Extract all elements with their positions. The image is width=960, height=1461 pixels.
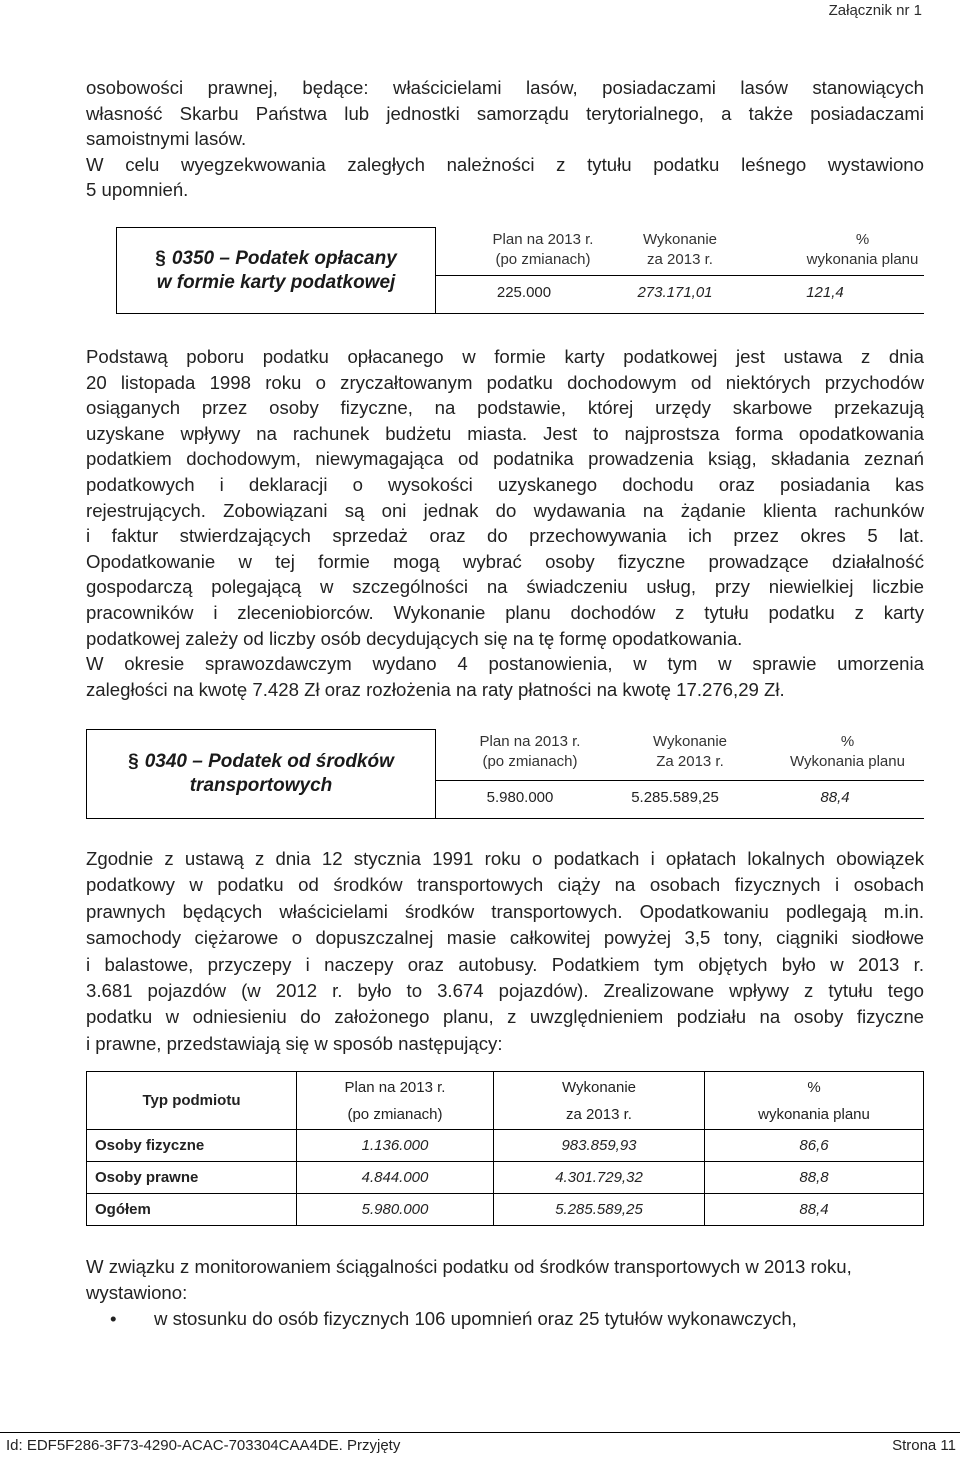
tax-0340-title-box [86, 729, 436, 819]
col-exec-line2: za 2013 r. [647, 251, 713, 268]
table-row [87, 1130, 924, 1162]
text-line: podatkiem dochodowym, niewymagająca od podatnika prowadzenia ksiąg, składania zeznań [86, 448, 924, 470]
tax-0350-title: 0350 – Podatek opłacany [171, 247, 397, 269]
text-line: gospodarczą polegającą w szczególności na świadczeniu usług, przy niewielkiej liczbie [86, 576, 924, 598]
section-icon: § [155, 247, 166, 269]
cell-exec: 4.301.729,32 [494, 1162, 705, 1194]
divider [436, 275, 924, 276]
text-line: i faktur stwierdzających sprzedaż oraz do przechowywania ich przez okres 5 lat. [86, 525, 924, 547]
bullet-text: w stosunku do osób fizycznych 106 upomnień oraz 25 tytułów wykonawczych, [154, 1308, 797, 1329]
tax-0340-col-plan [450, 732, 610, 772]
text-line: uzyskane wpływy na rachunek budżetu miasta. Jest to najprostsza forma opodatkowania [86, 422, 924, 444]
tax-0350-exec-value: 273.171,01 [637, 284, 713, 301]
text-line: 20 listopada 1998 roku o zryczałtowanym podatku dochodowym od niektórych przychodów [86, 371, 924, 393]
section-icon: § [128, 751, 139, 772]
cell-exec: 983.859,93 [494, 1130, 705, 1162]
table-row [87, 1162, 924, 1194]
text-line: i balastowe, przyczepy i naczepy oraz autobusy. Podatkiem tym objętych było w 2013 r. [86, 953, 924, 975]
header-plan [297, 1072, 494, 1130]
text-line: W okresie sprawozdawczym wydano 4 postanowienia, w tym w sprawie umorzenia [86, 653, 924, 675]
tax-0350-title-2: w formie karty podatkowej [156, 271, 396, 293]
text-line: podatku w odniesieniu do założonego planu, z uwzględnieniem podziału na osoby fizyczne [86, 1006, 924, 1028]
col-exec-line2: Za 2013 r. [656, 753, 724, 770]
text-line: samochody ciężarowe o dopuszczalnej masie całkowitej powyżej 3,5 tony, ciągniki siodłowe [86, 927, 924, 949]
tax-0350-col-plan [468, 230, 618, 270]
tax-0340-title: 0340 – Podatek od środków [144, 751, 394, 772]
header-pct-line2: wykonania planu [758, 1105, 870, 1123]
footer-divider [0, 1432, 960, 1433]
text-line: Podstawą poboru podatku opłacanego w formie karty podatkowej jest ustawa z dnia [86, 346, 924, 367]
header-exec-line1: Wykonanie [561, 1078, 637, 1096]
intro-line: własność Skarbu Państwa lub jednostki samorządu terytorialnego, a także posiadaczami [86, 102, 924, 124]
divider [436, 818, 924, 819]
tax-0340-plan-value: 5.980.000 [486, 789, 554, 806]
text-line: podatkowej zależy od liczby osób decydujących się na tę formę opodatkowania. [86, 627, 743, 649]
text-line: pracowników i zleceniobiorców. Wykonanie planu dochodów z tytułu podatku z karty [86, 601, 924, 623]
footer-page-number: Strona 11 [892, 1437, 956, 1454]
tax-0350-plan-value: 225.000 [496, 284, 552, 301]
text-line: Zgodnie z ustawą z dnia 12 stycznia 1991 roku o podatkach i opłatach lokalnych obowiązek [86, 848, 924, 869]
text-line: 3.681 pojazdów (w 2012 r. było to 3.674 pojazdów). Zrealizowane wpływy z tytułu tego [86, 980, 924, 1002]
cell-pct: 88,8 [705, 1162, 924, 1194]
header-pct-line1: % [807, 1078, 821, 1096]
text-line: wystawiono: [86, 1282, 188, 1303]
col-exec-line1: Wykonanie [652, 733, 728, 750]
text-line: zaległości na kwotę 7.428 Zł oraz rozłożenia na raty płatności na kwotę 17.276,29 Zł. [86, 678, 785, 700]
divider [436, 780, 924, 781]
header-type: Typ podmiotu [87, 1072, 297, 1130]
intro-line: 5 upomnień. [86, 179, 189, 201]
col-plan-line2: (po zmianach) [495, 251, 591, 268]
header-plan-line1: Plan na 2013 r. [344, 1078, 446, 1096]
cell-type: Ogółem [87, 1194, 297, 1226]
cell-plan: 5.980.000 [297, 1194, 494, 1226]
tax-0340-exec-value: 5.285.589,25 [631, 789, 719, 806]
col-plan-line2: (po zmianach) [482, 753, 578, 770]
text-line: podatkowy w podatku od środków transportowych ciąży na osobach fizycznych i osobach [86, 874, 924, 896]
cell-type: Osoby prawne [87, 1162, 297, 1194]
tax-0340-pct-value: 88,4 [820, 789, 850, 806]
bullet-icon: • [110, 1308, 117, 1329]
karta-paragraph [86, 344, 924, 702]
header-exec-line2: za 2013 r. [566, 1105, 632, 1123]
footer-document-id: Id: EDF5F286-3F73-4290-ACAC-703304CAA4DE. Przyjęty [6, 1437, 401, 1454]
col-plan-line1: Plan na 2013 r. [479, 733, 581, 750]
intro-line: samoistnymi lasów. [86, 128, 247, 150]
monitor-paragraph [86, 1254, 924, 1306]
text-line: i prawne, przedstawiają się w sposób następujący: [86, 1032, 503, 1054]
intro-paragraph [86, 75, 924, 203]
table-row [87, 1194, 924, 1226]
col-exec-line1: Wykonanie [642, 231, 718, 248]
header-pct [705, 1072, 924, 1130]
col-pct-line1: % [855, 231, 870, 248]
tax-0350-pct-value: 121,4 [806, 284, 844, 301]
intro-line: osobowości prawnej, będące: właścicielami lasów, posiadaczami lasów stanowiących [86, 77, 924, 98]
tax-0350-title-box [116, 227, 436, 314]
col-pct-line2: Wykonania planu [790, 753, 905, 770]
divider [436, 313, 924, 314]
text-line: osiąganych przez osoby fizyczne, na podstawie, której urzędy skarbowe przekazują [86, 397, 924, 419]
cell-plan: 4.844.000 [297, 1162, 494, 1194]
transport-tax-table [86, 1071, 924, 1226]
text-line: rejestrujących. Zobowiązani są oni jednak do wydawania na żądanie klienta rachunków [86, 499, 924, 521]
transport-paragraph [86, 846, 924, 1057]
tax-0340-col-pct [770, 732, 925, 772]
col-pct-line1: % [840, 733, 855, 750]
cell-pct: 86,6 [705, 1130, 924, 1162]
text-line: Opodatkowanie w tej formie mogą wybrać osoby fizyczne prowadzące działalność [86, 550, 924, 572]
intro-line: W celu wyegzekwowania zaległych należności z tytułu podatku leśnego wystawiono [86, 153, 924, 175]
cell-type: Osoby fizyczne [87, 1130, 297, 1162]
tax-0350-col-exec [620, 230, 740, 270]
text-line: W związku z monitorowaniem ściągalności podatku od środków transportowych w 2013 roku, [86, 1256, 852, 1277]
tax-0340-col-exec [620, 732, 760, 772]
header-exec [494, 1072, 705, 1130]
attachment-label: Załącznik nr 1 [828, 2, 922, 19]
text-line: podatkowych i deklaracji o wysokości uzyskanego dochodu oraz posiadania kas [86, 473, 924, 495]
text-line: prawnych będących właścicielami środków transportowych. Opodatkowaniu podlegają m.in. [86, 900, 924, 922]
col-pct-line2: wykonania planu [806, 251, 919, 268]
tax-0350-col-pct [780, 230, 945, 270]
tax-0340-title-2: transportowych [189, 775, 333, 796]
col-plan-line1: Plan na 2013 r. [492, 231, 594, 248]
cell-plan: 1.136.000 [297, 1130, 494, 1162]
cell-exec: 5.285.589,25 [494, 1194, 705, 1226]
cell-pct: 88,4 [705, 1194, 924, 1226]
table-header-row [87, 1072, 924, 1130]
header-plan-line2: (po zmianach) [347, 1105, 443, 1123]
